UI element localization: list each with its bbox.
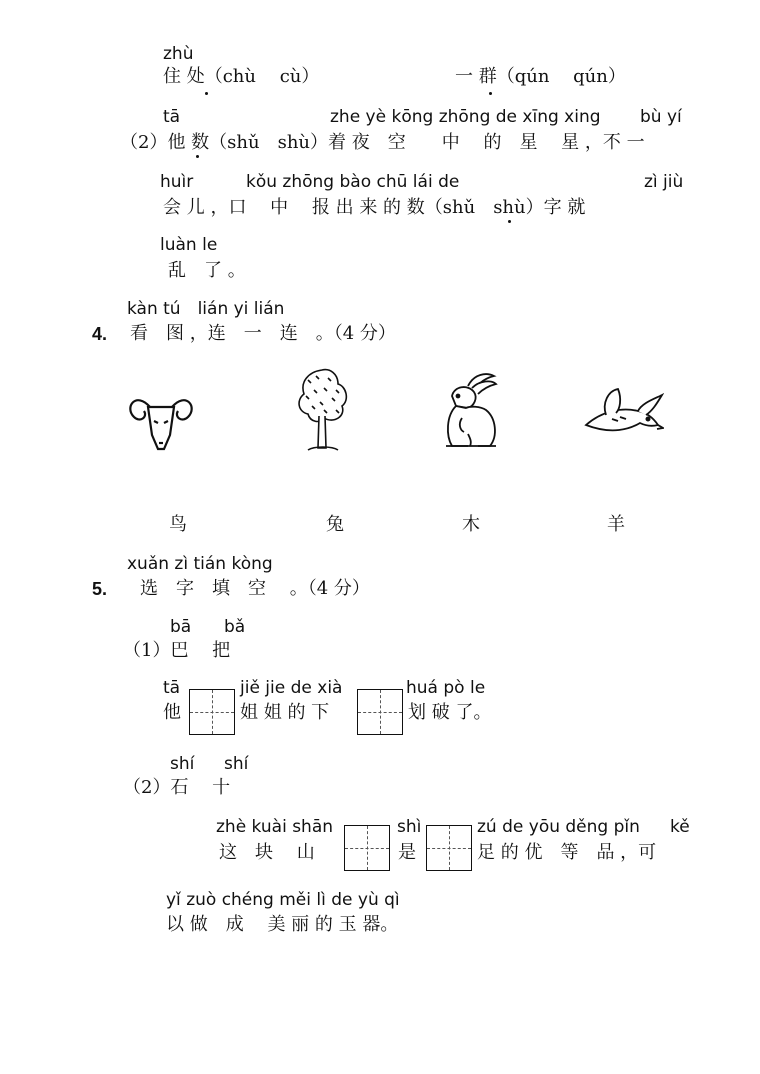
word-bird[interactable]: 鸟: [169, 514, 187, 535]
line-sentence4: 乱 了 。: [168, 260, 246, 281]
tree-icon[interactable]: [294, 366, 350, 456]
pinyin-zudeyou: zú de yōu děng pǐn: [477, 817, 640, 837]
pinyin-sentence2: zhe yè kōng zhōng de xīng xing: [330, 107, 601, 127]
emphasis-dot: [205, 92, 208, 95]
q4-pinyin: kàn tú lián yi lián: [127, 299, 285, 319]
word-tree[interactable]: 木: [462, 514, 480, 535]
pinyin-buyi: bù yí: [640, 107, 682, 127]
ram-head-icon[interactable]: [126, 385, 196, 455]
word-rabbit[interactable]: 兔: [326, 514, 344, 535]
pinyin-ta: tā: [163, 107, 181, 127]
pinyin-huir: huìr: [160, 172, 194, 192]
emphasis-dot: [489, 92, 492, 95]
pinyin-ba3: bǎ: [224, 617, 246, 637]
s3-yizuo: 以 做 成 美 丽 的 玉 器。: [166, 914, 399, 935]
pinyin-ta2: tā: [163, 678, 181, 698]
emphasis-dot: [508, 220, 511, 223]
pinyin-ba1: bā: [170, 617, 192, 637]
s2-shi: 是: [398, 842, 416, 863]
rabbit-icon[interactable]: [438, 372, 504, 454]
pinyin-luanle: luàn le: [160, 235, 218, 255]
pinyin-zhu: zhù: [163, 44, 194, 64]
s1-ta: 他: [163, 702, 181, 723]
pinyin-kouzhong: kǒu zhōng bào chū lái de: [246, 172, 460, 192]
pinyin-shi3: shì: [397, 817, 422, 837]
s1-jiejie: 姐 姐 的 下: [240, 702, 330, 723]
q5-number: 5.: [92, 579, 108, 599]
pinyin-yizuo: yǐ zuò chéng měi lì de yù qì: [166, 890, 400, 910]
pinyin-zijiu: zì jiù: [644, 172, 684, 192]
q4-number: 4.: [92, 324, 108, 344]
pinyin-zhekuaishan: zhè kuài shān: [216, 817, 334, 837]
s1-huapo: 划 破 了。: [408, 702, 492, 723]
q4-title: 看 图 ，连 一 连 。（4 分）: [130, 323, 396, 344]
answer-box-2[interactable]: [357, 689, 403, 735]
line-zhuchu: 住 处（chù cù）: [163, 66, 320, 87]
answer-box-1[interactable]: [189, 689, 235, 735]
pinyin-shi2: shí: [224, 754, 249, 774]
answer-box-4[interactable]: [426, 825, 472, 871]
q5-title: 选 字 填 空 。（4 分）: [140, 578, 370, 599]
emphasis-dot: [196, 155, 199, 158]
bird-icon[interactable]: [582, 385, 664, 441]
pinyin-shi1: shí: [170, 754, 195, 774]
word-sheep[interactable]: 羊: [607, 514, 625, 535]
line-sentence3: 会 儿 ，口 中 报 出 来 的 数（shǔ shù）字 就: [163, 197, 586, 218]
q5-pinyin: xuǎn zì tián kòng: [127, 554, 273, 574]
pinyin-jiejie: jiě jie de xià: [240, 678, 343, 698]
options-1: （1）巴 把: [123, 640, 231, 661]
s2-zhekuaishan: 这 块 山: [219, 842, 315, 863]
pinyin-huapo: huá pò le: [406, 678, 486, 698]
answer-box-3[interactable]: [344, 825, 390, 871]
options-2: （2）石 十: [123, 777, 231, 798]
line-sentence2: （2）他 数（shǔ shù）着 夜 空 中 的 星 星 ，不 一: [120, 132, 645, 153]
line-yiqun: 一 群（qún qún）: [455, 66, 626, 87]
s2-zude: 足 的 优 等 品 ，可: [477, 842, 657, 863]
pinyin-ke: kě: [670, 817, 690, 837]
